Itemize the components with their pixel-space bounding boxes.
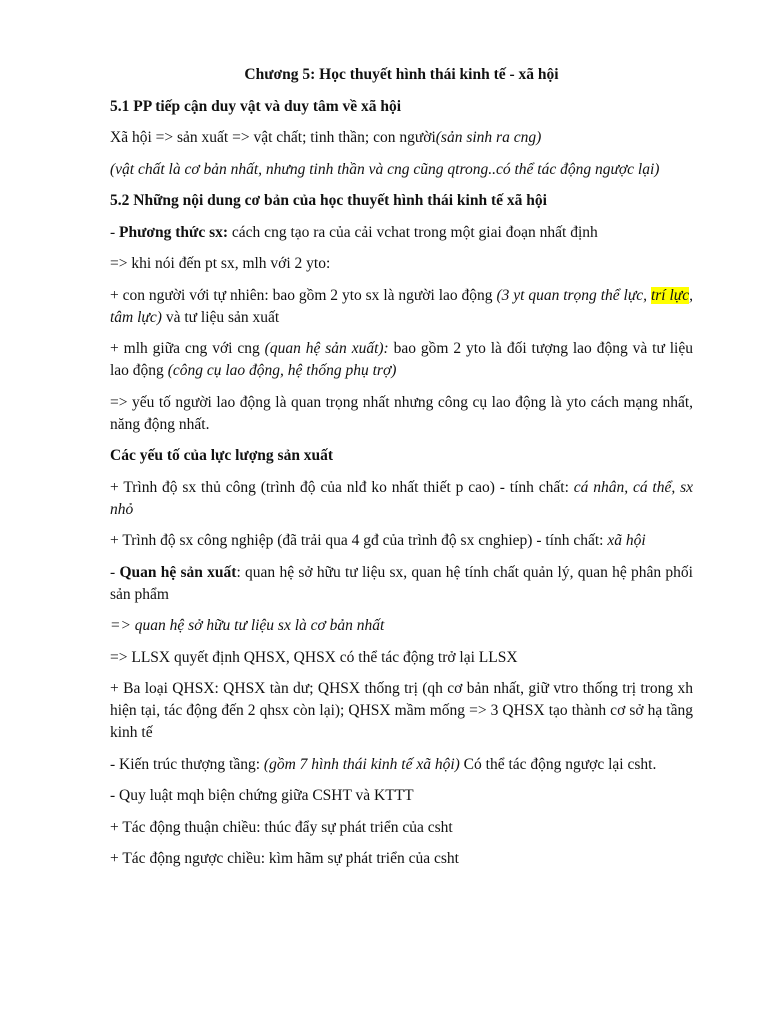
paragraph-llsx-quyet-dinh: => LLSX quyết định QHSX, QHSX có thể tác động trở lại LLSX	[110, 648, 518, 666]
bullet-prefix: -	[110, 223, 120, 241]
paragraph-italic: (công cụ lao động, hệ thống phụ trợ)	[167, 362, 397, 379]
paragraph-text: Xã hội => sản xuất => vật chất; tinh thần; con người	[110, 129, 436, 146]
paragraph-so-huu	[110, 615, 693, 637]
paragraph-text: : quan hệ sở hữu tư liệu sx, quan hệ tính chất quản lý, quan hệ phân phối sản phẩm	[110, 563, 693, 603]
term-bold: Quan hệ sản xuất	[119, 563, 237, 581]
chapter-title: Chương 5: Học thuyết hình thái kinh tế - xã hội	[244, 66, 559, 83]
section-5-2-heading: 5.2 Những nội dung cơ bản của học thuyết hình thái kinh tế xã hội	[110, 192, 547, 209]
paragraph-italic: => quan hệ sở hữu tư liệu sx là cơ bản nhất	[110, 617, 385, 634]
paragraph-italic: (vật chất là cơ bản nhất, nhưng tinh thần và cng cũng qtrong..có thể tác động ngược lại)	[110, 160, 660, 178]
paragraph-italic: (gồm 7 hình thái kinh tế xã hội)	[263, 755, 460, 773]
paragraph-thuan-chieu: + Tác động thuận chiều: thúc đẩy sự phát triển của csht	[110, 818, 453, 836]
paragraph-text: bao gồm 2 yto là đối tượng lao động và tư liệu lao động	[110, 340, 693, 379]
paragraph-italic: (3 yt quan trọng thể lực,	[496, 286, 651, 304]
paragraph-vat-chat	[110, 159, 693, 181]
bullet-prefix: -	[110, 563, 120, 581]
paragraph-ba-loai: + Ba loại QHSX: QHSX tàn dư; QHSX thống trị (qh cơ bản nhất, giữ vtro thống trị trong xh hiện tại, tác động đến 2 qhsx còn lại); QHSX mầm mống => 3 QHSX tạo thành cơ sở hạ tầng kinh tế	[110, 680, 693, 741]
llsx-heading: Các yếu tố của lực lượng sản xuất	[110, 447, 334, 464]
paragraph-text: Có thể tác động ngược lại csht.	[459, 755, 657, 773]
paragraph-xa-hoi	[110, 127, 693, 149]
document-body	[110, 64, 693, 880]
paragraph-thu-cong	[110, 477, 693, 521]
paragraph-text: + con người với tự nhiên: bao gồm 2 yto sx là người lao động	[110, 286, 497, 304]
paragraph-cong-nghiep	[110, 530, 693, 552]
paragraph-yeu-to: => yếu tố người lao động là quan trọng nhất nhưng công cụ lao động là yto cách mạng nhất, năng động nhất.	[110, 393, 693, 433]
paragraph-qhsx	[110, 562, 693, 606]
paragraph-quy-luat: - Quy luật mqh biện chứng giữa CSHT và KTTT	[110, 787, 414, 804]
paragraph-italic: , tâm lực)	[110, 286, 693, 326]
paragraph-italic: (quan hệ sản xuất):	[264, 340, 389, 357]
paragraph-con-nguoi	[110, 285, 693, 329]
paragraph-nguoc-chieu: + Tác động ngược chiều: kìm hãm sự phát triển của csht	[110, 850, 459, 867]
paragraph-mlh	[110, 338, 693, 382]
paragraph-italic: cá nhân, cá thể, sx nhỏ	[110, 478, 694, 518]
paragraph-text: cách cng tạo ra của cải vchat trong một giai đoạn nhất định	[228, 223, 598, 241]
paragraph-text: + mlh giữa cng với cng	[110, 340, 265, 357]
paragraph-khi-noi: => khi nói đến pt sx, mlh với 2 yto:	[110, 255, 331, 272]
highlighted-text: trí lực	[650, 286, 690, 304]
paragraph-text: + Trình độ sx thủ công (trình độ của nlđ ko nhất thiết p cao) - tính chất:	[110, 478, 574, 496]
paragraph-text: và tư liệu sản xuất	[161, 308, 280, 326]
paragraph-kttt	[110, 754, 693, 776]
paragraph-italic: (sản sinh ra cng)	[435, 129, 542, 146]
term-bold: Phương thức sx:	[119, 223, 229, 241]
paragraph-text: - Kiến trúc thượng tầng:	[110, 755, 264, 773]
section-5-1-heading: 5.1 PP tiếp cận duy vật và duy tâm về xã hội	[110, 97, 402, 115]
paragraph-phuong-thuc-sx	[110, 222, 693, 244]
paragraph-text: + Trình độ sx công nghiệp (đã trải qua 4 gđ của trình độ sx cnghiep) - tính chất:	[110, 532, 608, 549]
paragraph-italic: xã hội	[607, 532, 646, 549]
